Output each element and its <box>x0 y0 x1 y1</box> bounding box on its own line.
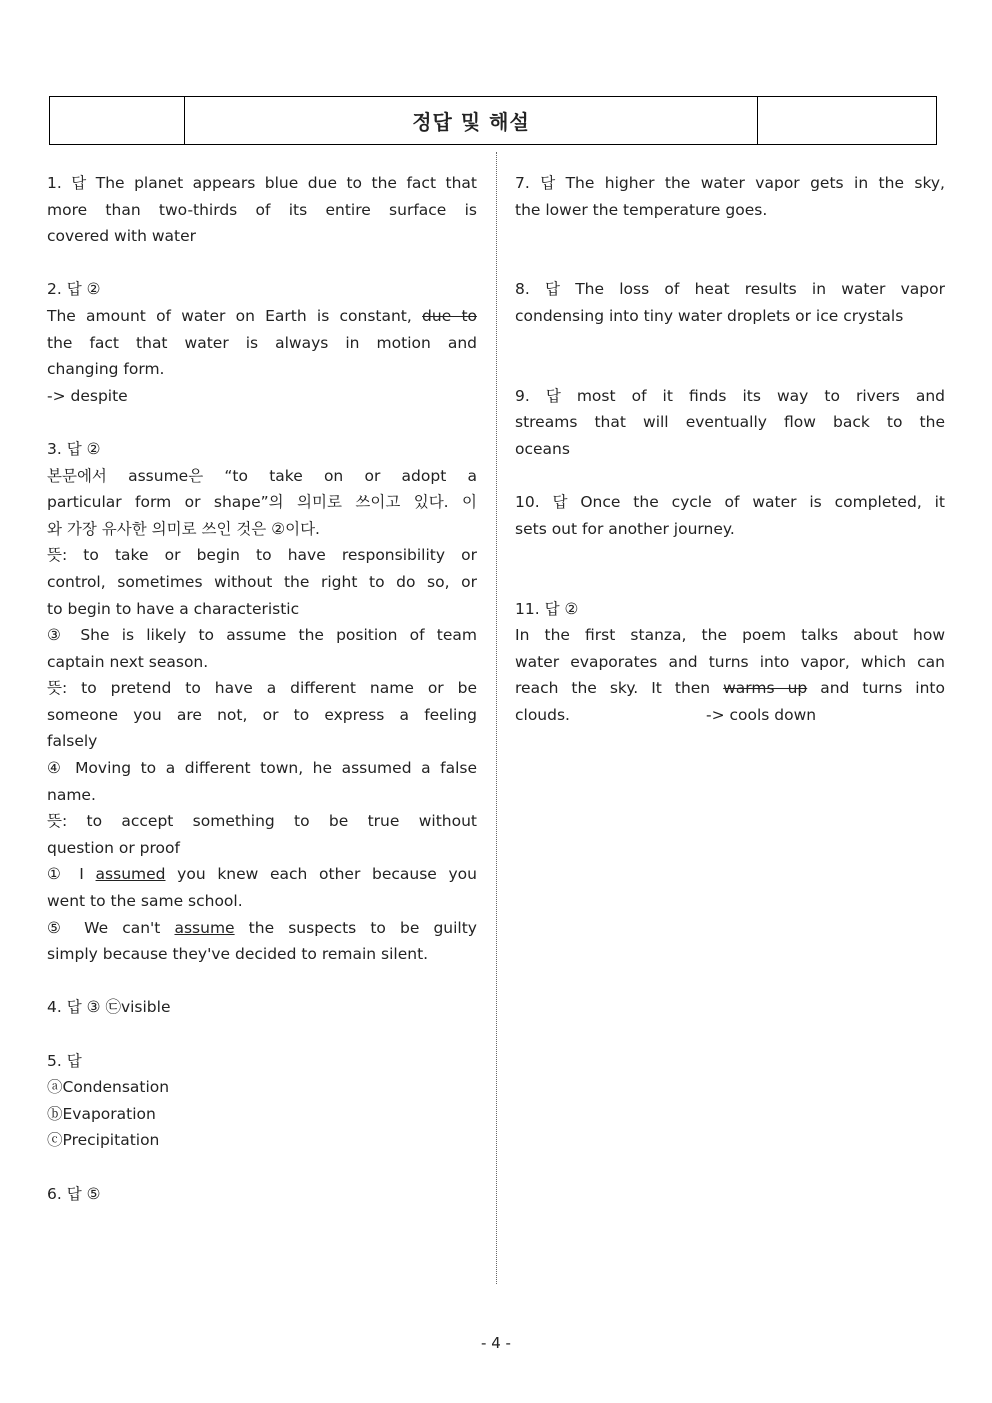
text-segment: clouds. <box>515 705 570 724</box>
text-line: 뜻: to take or begin to have responsibility or <box>47 546 477 565</box>
answer-7 <box>515 170 945 223</box>
text-line: 뜻: to accept something to be true without <box>47 812 477 831</box>
text-segment: reach the sky. It then <box>515 679 724 698</box>
text-segment: ⑤ We can't <box>47 918 175 937</box>
text-line: someone you are not, or to express a feeling <box>47 705 477 724</box>
text-line <box>47 915 477 942</box>
text-line: ⓑEvaporation <box>47 1104 156 1123</box>
text-line: oceans <box>515 439 570 458</box>
struck-text: warms up <box>723 679 808 698</box>
text-line: 뜻: to pretend to have a different name or be <box>47 679 477 698</box>
answer-4 <box>47 994 477 1021</box>
text-line <box>515 702 945 729</box>
text-segment: you knew each other because you <box>165 865 477 884</box>
column-divider <box>496 152 497 1284</box>
text-line: the lower the temperature goes. <box>515 200 768 219</box>
text-line: 3. 답 ② <box>47 439 101 458</box>
text-line: name. <box>47 785 96 804</box>
text-segment: and turns into <box>807 679 945 698</box>
text-line: more than two-thirds of its entire surface is <box>47 200 477 219</box>
header-left-cell <box>50 97 185 144</box>
underlined-text: assume <box>174 918 235 937</box>
text-segment: ① I <box>47 865 96 884</box>
text-line: particular form or shape”의 의미로 쓰이고 있다. 이 <box>47 493 477 512</box>
text-line: 와 가장 유사한 의미로 쓰인 것은 ②이다. <box>47 519 320 538</box>
text-line: ⓐCondensation <box>47 1078 170 1097</box>
page-title: 정답 및 해설 <box>185 97 758 144</box>
text-line: streams that will eventually flow back to the <box>515 413 945 432</box>
text-line: ④ Moving to a different town, he assumed a false <box>47 759 477 778</box>
struck-text: due to <box>422 306 478 325</box>
text-line: sets out for another journey. <box>515 519 735 538</box>
header-right-cell <box>758 97 936 144</box>
text-line: 5. 답 <box>47 1051 82 1070</box>
text-segment: The amount of water on Earth is constant, <box>47 306 423 325</box>
text-line: condensing into tiny water droplets or ice crystals <box>515 306 904 325</box>
text-line: 9. 답 most of it finds its way to rivers and <box>515 386 945 405</box>
underlined-text: assumed <box>95 865 166 884</box>
text-line: control, sometimes without the right to do so, or <box>47 572 477 591</box>
answer-11 <box>515 596 945 729</box>
answer-1 <box>47 170 477 250</box>
text-line <box>47 303 477 330</box>
text-line: to begin to have a characteristic <box>47 599 300 618</box>
text-line: 1. 답 The planet appears blue due to the fact that <box>47 174 477 192</box>
text-line: In the first stanza, the poem talks about how <box>515 626 945 645</box>
text-line: changing form. <box>47 360 165 379</box>
answer-5 <box>47 1048 477 1154</box>
answer-8 <box>515 276 945 329</box>
text-line <box>515 675 945 702</box>
text-line: went to the same school. <box>47 892 243 911</box>
page-number: - 4 - <box>481 1334 511 1352</box>
text-line: 본문에서 assume은 “to take on or adopt a <box>47 466 477 485</box>
text-line <box>47 861 477 888</box>
text-line: captain next season. <box>47 652 209 671</box>
text-line: 7. 답 The higher the water vapor gets in the sky, <box>515 174 945 192</box>
text-line: question or proof <box>47 838 180 857</box>
text-line: covered with water <box>47 227 197 246</box>
answer-10 <box>515 489 945 542</box>
answer-9 <box>515 383 945 463</box>
correction-note: -> cools down <box>705 705 817 724</box>
text-line: 6. 답 ⑤ <box>47 1184 101 1203</box>
left-column <box>47 170 477 1207</box>
text-line: water evaporates and turns into vapor, which can <box>515 652 945 671</box>
correction-note: -> despite <box>47 386 128 405</box>
answer-6 <box>47 1181 477 1208</box>
text-line: the fact that water is always in motion and <box>47 333 477 352</box>
text-line: 10. 답 Once the cycle of water is completed, it <box>515 493 945 512</box>
answer-2 <box>47 276 477 409</box>
text-line: 2. 답 ② <box>47 280 101 299</box>
text-line: simply because they've decided to remain silent. <box>47 945 429 964</box>
text-line: falsely <box>47 732 98 751</box>
answer-3 <box>47 436 477 968</box>
text-line: 8. 답 The loss of heat results in water vapor <box>515 280 945 299</box>
text-line: 11. 답 ② <box>515 599 579 618</box>
text-line: ⓒPrecipitation <box>47 1131 160 1150</box>
right-column <box>515 170 945 728</box>
header-table <box>49 96 937 145</box>
text-line: ③ She is likely to assume the position of team <box>47 626 477 645</box>
text-line: 4. 답 ③ ㉢visible <box>47 998 171 1017</box>
text-segment: the suspects to be guilty <box>234 918 477 937</box>
